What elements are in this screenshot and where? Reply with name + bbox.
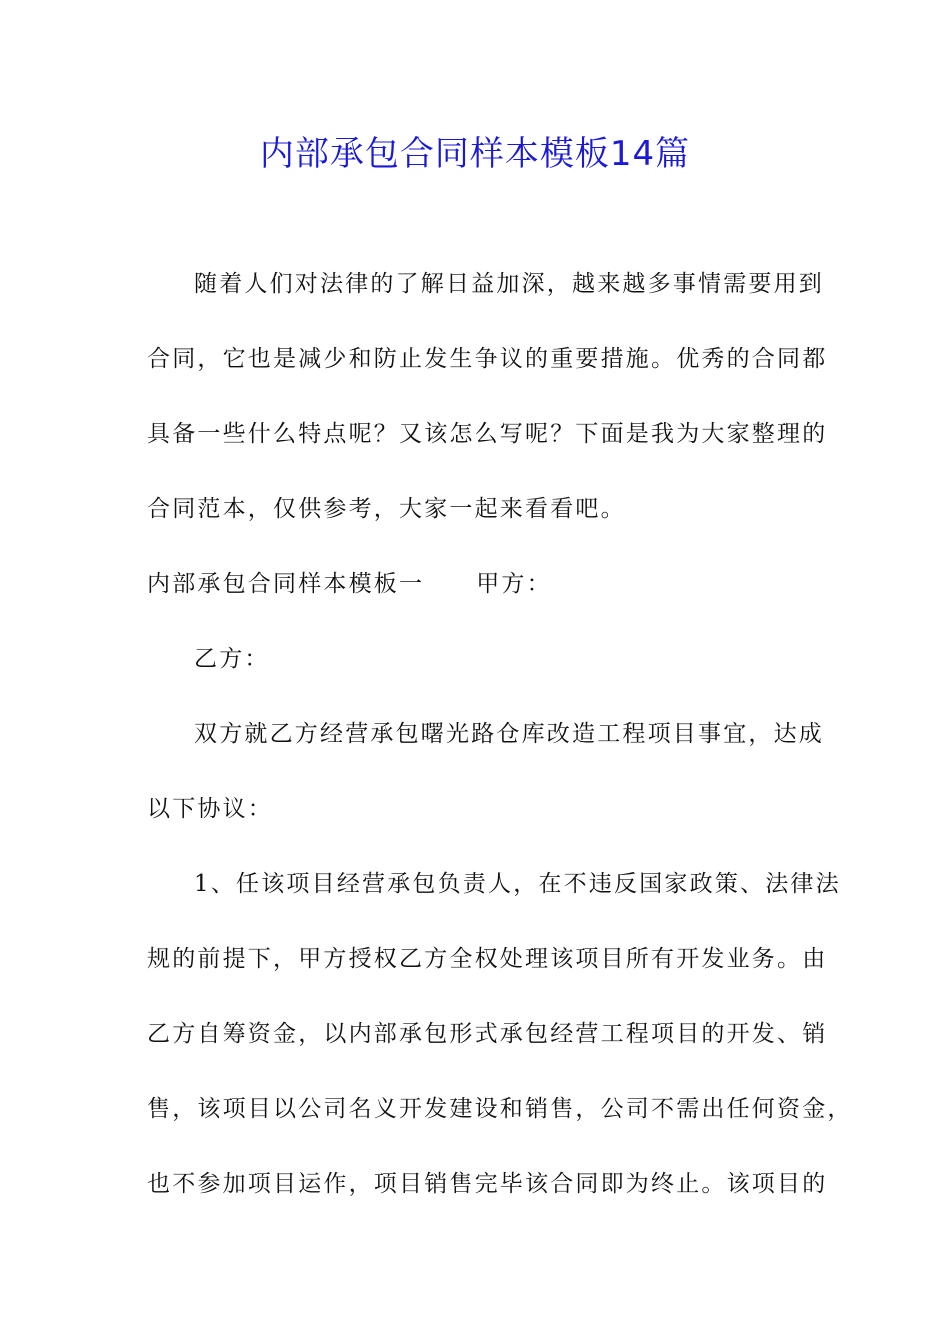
clause-1-line-1: 1、任该项目经营承包负责人，在不违反国家政策、法律法 <box>194 871 841 897</box>
clause-1-line-5: 也不参加项目运作，项目销售完毕该合同即为终止。该项目的 <box>147 1171 828 1197</box>
clause-1-line-4: 售，该项目以公司名义开发建设和销售，公司不需出任何资金， <box>147 1096 853 1122</box>
section-heading: 内部承包合同样本模板一 <box>147 571 425 597</box>
party-a-label: 甲方： <box>476 571 552 597</box>
clause-1-line-2: 规的前提下，甲方授权乙方全权处理该项目所有开发业务。由 <box>147 946 828 972</box>
agreement-line-2: 以下协议： <box>147 796 273 822</box>
intro-line-3: 具备一些什么特点呢？又该怎么写呢？下面是我为大家整理的 <box>147 421 828 447</box>
agreement-line-1: 双方就乙方经营承包曙光路仓库改造工程项目事宜，达成 <box>194 721 824 747</box>
party-b-label: 乙方： <box>194 646 270 672</box>
document-title: 内部承包合同样本模板14篇 <box>259 134 691 174</box>
clause-1-line-3: 乙方自筹资金，以内部承包形式承包经营工程项目的开发、销 <box>147 1021 828 1047</box>
intro-line-4: 合同范本，仅供参考，大家一起来看看吧。 <box>147 496 626 522</box>
intro-line-1: 随着人们对法律的了解日益加深，越来越多事情需要用到 <box>194 271 824 297</box>
intro-line-2: 合同，它也是减少和防止发生争议的重要措施。优秀的合同都 <box>147 346 828 372</box>
section-heading-line <box>147 568 807 600</box>
